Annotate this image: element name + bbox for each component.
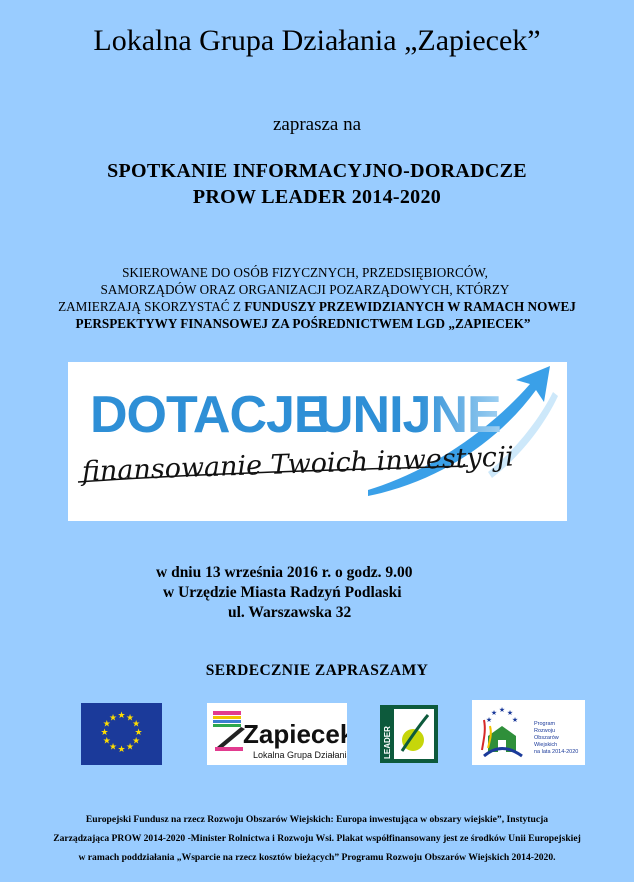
svg-text:★: ★	[485, 716, 493, 724]
footer-line1: Europejski Fundusz na rzecz Rozwoju Obszarów Wiejskich: Europa inwestująca w obszary wiejskie”, Instytucja	[85, 814, 549, 825]
banner-graphic	[68, 362, 567, 521]
svg-text:★: ★	[117, 711, 126, 721]
zapiecek-z-stripes-icon	[213, 711, 245, 751]
svg-text:★: ★	[506, 709, 514, 717]
leader-text: LEADER	[383, 726, 392, 759]
event-title-line2: PROW LEADER 2014-2020	[192, 186, 442, 208]
svg-text:★: ★	[102, 736, 111, 747]
prow-line5: na lata 2014-2020	[534, 749, 579, 755]
footer-line3: w ramach poddziałania „Wsparcie na rzecz kosztów bieżących” Programu Rozwoju Obszarów Wiejskich 2014-2020.	[78, 852, 556, 863]
audience-line3-bold: FUNDUSZY PRZEWIDZIANYCH W RAMACH NOWEJ	[244, 299, 576, 314]
svg-text:★: ★	[108, 742, 118, 753]
audience-line4: PERSPEKTYWY FINANSOWEJ ZA POŚREDNICTWEM LGD „ZAPIECEK”	[75, 316, 531, 331]
audience-line2: SAMORZĄDÓW ORAZ ORGANIZACJI POZARZĄDOWYCH, KTÓRZY	[100, 282, 510, 297]
prow-line2: Rozwoju	[534, 728, 556, 734]
svg-text:★: ★	[132, 719, 141, 730]
zapiecek-subtitle: Lokalna Grupa Działania	[253, 750, 347, 760]
svg-text:★: ★	[511, 716, 519, 724]
prow-emblem-icon	[482, 706, 522, 756]
svg-text:★: ★	[108, 713, 118, 724]
event-address: ul. Warszawska 32	[228, 604, 352, 621]
eu-flag-icon	[81, 703, 162, 765]
prow-logo	[472, 700, 585, 765]
svg-text:★: ★	[498, 706, 506, 714]
audience-line3	[0, 298, 634, 315]
prow-line1: Program	[534, 721, 556, 727]
svg-text:★: ★	[134, 728, 143, 738]
svg-text:★: ★	[125, 713, 135, 724]
svg-text:★: ★	[125, 742, 135, 753]
svg-text:★: ★	[117, 745, 126, 755]
prow-line4: Wiejskich	[534, 742, 558, 748]
event-title-line1: SPOTKANIE INFORMACYJNO-DORADCZE	[107, 160, 527, 182]
zapiecek-name: Zapiecek	[243, 719, 347, 749]
dotacje-banner	[68, 362, 567, 521]
banner-tagline: finansowanie Twoich inwestycji	[81, 441, 515, 488]
banner-word2: UNIJNE	[316, 386, 501, 444]
svg-text:★: ★	[490, 709, 498, 717]
svg-text:★: ★	[100, 728, 109, 738]
footer-line2: Zarządzająca PROW 2014-2020 -Minister Rolnictwa i Rozwoju Wsi. Plakat współfinansowany jest ze środków Unii Europejskiej	[53, 833, 581, 844]
page-title: Lokalna Grupa Działania „Zapiecek”	[93, 24, 541, 57]
invite-text: zaprasza na	[272, 114, 362, 135]
banner-word1: DOTACJE	[90, 386, 328, 444]
event-date: w dniu 13 września 2016 r. o godz. 9.00	[156, 564, 413, 581]
event-venue: w Urzędzie Miasta Radzyń Podlaski	[163, 584, 402, 601]
zapiecek-logo	[207, 703, 347, 765]
closing-text: SERDECZNIE ZAPRASZAMY	[205, 662, 429, 679]
svg-text:★: ★	[132, 736, 141, 747]
footer-note	[10, 810, 624, 867]
prow-line3: Obszarów	[534, 735, 559, 741]
audience-line3-normal: ZAMIERZAJĄ SKORZYSTAĆ Z	[58, 299, 245, 314]
audience-line1: SKIEROWANE DO OSÓB FIZYCZNYCH, PRZEDSIĘBIORCÓW,	[122, 265, 488, 280]
leader-logo	[380, 705, 438, 763]
svg-text:★: ★	[102, 719, 111, 730]
